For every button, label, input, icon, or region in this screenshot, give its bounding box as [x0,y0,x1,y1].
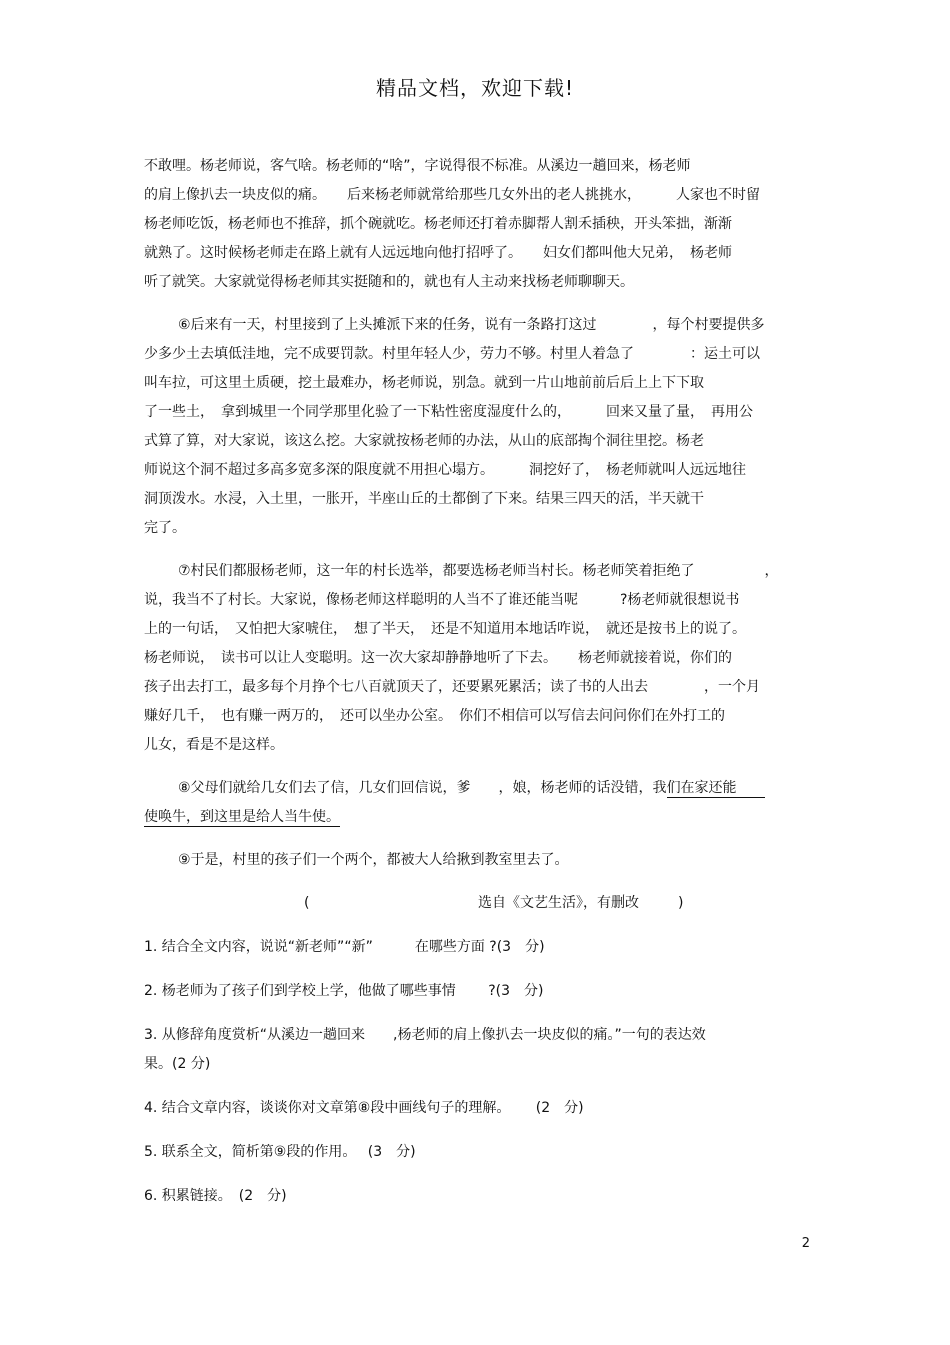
text-line: ⑦村民们都服杨老师，这一年的村长选举，都要选杨老师当村长。杨老师笑着拒绝了 ， [178,563,779,579]
text-line: 杨老师吃饭，杨老师也不推辞，抓个碗就吃。杨老师还打着赤脚帮人割禾插秧，开头笨拙，渐渐 [144,216,732,232]
text-line: 叫车拉，可这里土质硬，挖土最难办，杨老师说，别急。就到一片山地前前后后上上下下取 [144,375,704,391]
text-line: 杨老师说， 读书可以让人变聪明。这一次大家却静静地听了下去。 杨老师就接着说，你们的 [144,650,732,666]
source-text: 选自《文艺生活》，有删改 [478,895,639,911]
underlined-sentence: 们在家还能 [666,780,765,796]
text-line: 赚好几千， 也有赚一两万的， 还可以坐办公室。 你们不相信可以写信去问问你们在外打工的 [144,708,725,724]
paragraph-9 [144,846,808,875]
question-4: 4. 结合文章内容，谈谈你对文章第⑧段中画线句子的理解。 (2 分) [144,1100,584,1116]
text-line: 听了就笑。大家就觉得杨老师其实挺随和的，就也有人主动来找杨老师聊聊天。 [144,274,634,290]
paragraph-6 [144,311,808,543]
question-3: 3. 从修辞角度赏析“从溪边一趟回来 ,杨老师的肩上像扒去一块皮似的痛。”一句的表达效 [144,1027,706,1043]
text-line: ⑨于是，村里的孩子们一个两个，都被大人给揪到教室里去了。 [178,852,569,868]
text-line [144,774,808,803]
question-2: 2. 杨老师为了孩子们到学校上学，他做了哪些事情 ?(3 分) [144,983,544,999]
paragraph-8 [144,774,808,832]
question-3-continued: 果。(2 分) [144,1056,211,1072]
text-line: 儿女，看是不是这样。 [144,737,284,753]
text-line: 式算了算，对大家说，该这么挖。大家就按杨老师的办法，从山的底部掏个洞往里挖。杨老 [144,433,704,449]
source-open-paren: ( [304,895,310,911]
document-header: 精品文档，欢迎下载! [375,76,575,100]
underlined-sentence: 使唤牛，到这里是给人当牛使。 [144,809,340,825]
paragraph-5 [144,152,808,297]
text-line: 上的一句话， 又怕把大家唬住， 想了半天， 还是不知道用本地话咋说， 就还是按书上的说了。 [144,621,746,637]
source-close-paren: ) [678,895,684,911]
article-body [144,152,808,1211]
question-5: 5. 联系全文，简析第⑨段的作用。 (3 分) [144,1144,416,1160]
plain-text: ⑧父母们就给几女们去了信，几女们回信说，爹 ，娘，杨老师的话没错，我 [178,780,667,796]
text-line: 不敢哩。杨老师说，客气啥。杨老师的“啥”，字说得很不标准。从溪边一趟回来，杨老师 [144,158,691,174]
text-line: ⑥后来有一天，村里接到了上头摊派下来的任务，说有一条路打这过 ，每个村要提供多 [178,317,765,333]
text-line: 少多少土去填低洼地，完不成要罚款。村里年轻人少，劳力不够。村里人着急了 ：运土可以 [144,346,760,362]
source-citation [144,889,808,918]
questions-section [144,933,808,1211]
question-1: 1. 结合全文内容，说说“新老师”“新” 在哪些方面 ?(3 分) [144,939,545,955]
text-line: 说，我当不了村长。大家说，像杨老师这样聪明的人当不了谁还能当呢 ?杨老师就很想说书 [144,592,740,608]
text-line: 了一些土， 拿到城里一个同学那里化验了一下粘性密度湿度什么的， 回来又量了量， 再用公 [144,404,753,420]
text-line [144,803,808,832]
text-line: 完了。 [144,520,186,536]
paragraph-7 [144,557,808,760]
text-line: 洞顶泼水。水浸，入土里，一胀开，半座山丘的土都倒了下来。结果三四天的活，半天就干 [144,491,704,507]
text-line: 孩子出去打工，最多每个月挣个七八百就顶天了，还要累死累活；读了书的人出去 ，一个月 [144,679,760,695]
page-number: 2 [801,1236,810,1251]
question-6: 6. 积累链接。 (2 分) [144,1188,287,1204]
text-line: 师说这个洞不超过多高多宽多深的限度就不用担心塌方。 洞挖好了， 杨老师就叫人远远地往 [144,462,746,478]
text-line: 的肩上像扒去一块皮似的痛。 后来杨老师就常给那些几女外出的老人挑挑水， 人家也不时留 [144,187,760,203]
text-line: 就熟了。这时候杨老师走在路上就有人远远地向他打招呼了。 妇女们都叫他大兄弟， 杨老师 [144,245,732,261]
